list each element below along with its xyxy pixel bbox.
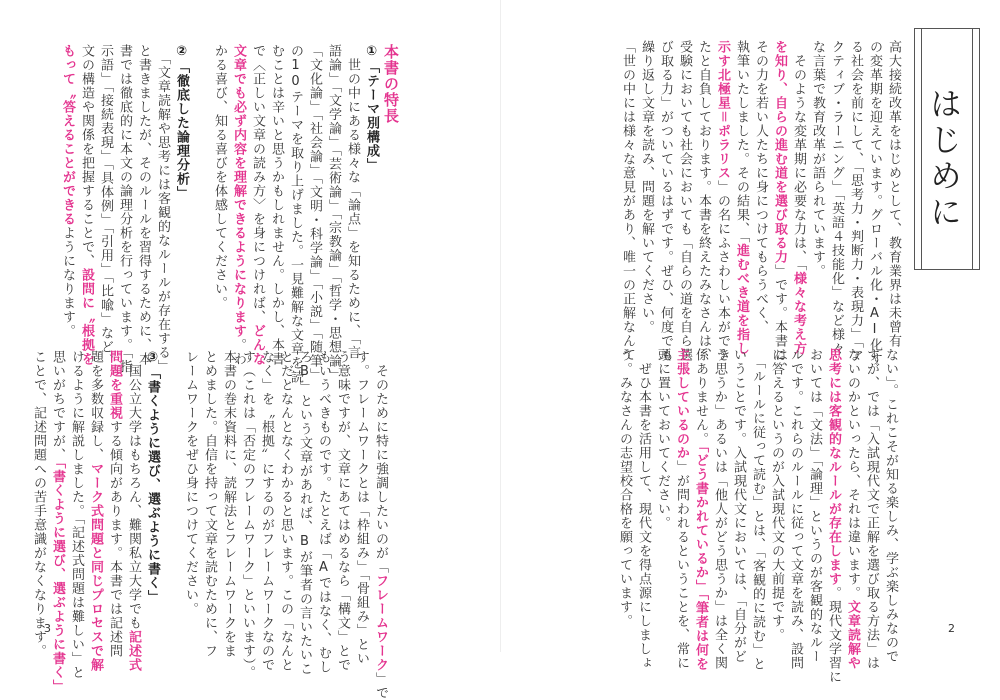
intro2-line-4: 思考には客観的なルールが存在します。現代文学習に (826, 348, 841, 684)
intro2-line-11: 係ありません。「どう書かれているか」「筆者は何を (693, 348, 708, 671)
item2-line-6: もって〝答えることができるようになります。 (60, 44, 75, 338)
page-number-right: 2 (948, 622, 955, 635)
framework-line-11: レームワークをぜひ身につけてください。 (183, 350, 198, 616)
intro2-line-8: 「ルールに従って読む」とは、「客観的に読む」と (750, 348, 765, 671)
framework-line-5: ろB」という文章があれば、Bが筆者の言いたいこ (297, 350, 312, 676)
spread-gutter (500, 0, 501, 652)
item2-line-3: 書では徹底的に本文の論理分析を行っています。「指 (117, 44, 132, 374)
item3-line-4: けるように解説しました。「記述式問題は難しい」と (69, 350, 84, 680)
intro2-line-1: ない」。これこそが知る楽しみ、学ぶ楽しみなので (883, 348, 898, 664)
item2-line-2: と書きましたが、そのルールを習得するために、本 (136, 44, 151, 366)
framework-line-7: なく」を〝根拠〟にするのがフレームワークなので (259, 350, 274, 672)
item3-line-6: ことで、記述問題への苦手意識がなくなります。 (31, 350, 46, 658)
framework-line-3: う意味ですが、文章にあてはめるなら「構文」とで (335, 350, 350, 672)
intro2-line-15: う。みなさんの志望校合格を願っています。 (617, 348, 632, 628)
intro2-line-10: う思うか」あるいは「他人がどう思うか」は全く関 (712, 348, 727, 670)
framework-line-1: そのために特に強調したいのが「フレームワーク」で (373, 350, 388, 700)
framework-line-9: 本書の巻末資料に、読解法とフレームワークをま (221, 350, 236, 658)
intro-line-10: 示す北極星＝ポラリス」の名にふさわしい本ができ (715, 40, 730, 362)
intro-line-6: そのような変革期に必要な力は、「様々な考え方 (791, 40, 806, 356)
intro2-line-5: おいては「文法」「論理」というのが客観的なルー (807, 348, 822, 664)
page-title: はじめに (925, 87, 963, 231)
item2-line-5: 文の構造や関係を把握することで、設問に〝根拠を (79, 44, 94, 366)
intro2-line-3: ないのかといったら、それは違います。文章読解や (845, 348, 860, 670)
item1-line-3: 「文化論」「社会論」「文明・科学論」「小説」「随筆」 (307, 44, 322, 382)
intro2-line-12: 主張しているのか」が問われるということを、常に (674, 348, 689, 670)
intro-line-16: 「世の中には様々な意見があり、唯一の正解なんて (620, 40, 635, 362)
framework-line-6: とだとなんとなくわかると思います。この「なんと (278, 350, 293, 672)
item1-line-7: 文章でも必ず内容を理解できるようになります。わ (231, 44, 246, 366)
intro-line-13: び取る力」がついているはずです。ぜひ、何度でも (658, 40, 673, 362)
item2-line-4: 示語」「接続表現」「具体例」「引用」「比喩」など、 (98, 44, 113, 368)
intro-line-5: な言葉で教育改革が語られています。 (810, 40, 825, 278)
item3-line-3: 題を多数収録し、マーク式問題と同じプロセスで解 (88, 350, 103, 672)
framework-line-4: もいうべきものです。たとえば「Aではなく、むし (316, 350, 331, 674)
intro-line-2: の変革期を迎えています。グローバル化・AI化す (867, 40, 882, 366)
features-upper-block (40, 44, 400, 384)
section-heading: 本書の特長 (382, 44, 400, 124)
intro2-line-14: ぜひ本書を活用して、現代文を得点源にしましょ (636, 348, 651, 670)
intro-line-3: る社会を前にして、「思考力・判断力・表現力」「ア (848, 40, 863, 363)
spacer-2 (162, 350, 181, 620)
title-box (914, 28, 980, 270)
item1-line-8: かる喜び、知る喜びを体感してください。 (212, 44, 227, 310)
item2-title: ②「徹底した論理分析」 (174, 44, 189, 200)
item3-title: ③「書くように選び、選ぶように書く」 (145, 350, 160, 604)
features-lower-block (31, 350, 390, 700)
title-rule-right (972, 29, 973, 269)
framework-line-10: とめました。自信を持って文章を読むために、フ (202, 350, 217, 658)
intro-line-7: を知り、自らの進む道を選び取る力」です。本書は、 (772, 40, 787, 376)
intro-line-4: クティブ・ラーニング」「英語４技能化」など様々 (829, 40, 844, 356)
intro-lower-block (600, 348, 900, 684)
intro-line-8: その力を若い人たちに身につけてもらうべく、 (753, 40, 768, 334)
item3-line-5: 思いがちですが、「書くように選び、選ぶように書く」 (50, 350, 65, 694)
intro-upper-block (578, 40, 903, 376)
intro-line-11: たと自負しております。本書を終えたみなさんは、 (696, 40, 711, 362)
intro2-line-13: 頭に置いておいてください。 (655, 348, 670, 530)
intro-line-1: 高大接続改革をはじめとして、教育業界は未曾有 (886, 40, 901, 348)
item3-line-2: 問題を重視する傾向があります。本書では記述問 (107, 350, 122, 658)
item3-line-1: 国公立大学はもちろん、難関私立大学でも記述式 (126, 350, 141, 672)
item1-line-2: 語論」「文学論」「芸術論」「宗教論」「哲学・思想論」 (326, 44, 341, 382)
intro2-line-9: いうことです。入試現代文においては、「自分がど (731, 348, 746, 664)
intro-line-12: 受験においても社会においても「自らの道を自ら選 (677, 40, 692, 362)
item1-line-4: の10テーマを取り上げました。一見難解な文章を読 (288, 44, 303, 384)
item2-line-1: 「文章読解や思考には客観的なルールが存在する」 (155, 44, 170, 374)
intro-line-9: 執筆いたしました。その結果、「進むべき道を指し (734, 40, 749, 356)
framework-line-8: す（これは「否定のフレームワーク」といいます）。 (240, 350, 255, 680)
intro2-line-6: ルです。これらのルールに従って文章を読み、設問 (788, 348, 803, 670)
intro2-line-7: に答えるというのが入試現代文の大前提です。 (769, 348, 784, 642)
page-number-left: 3 (44, 622, 51, 635)
intro-line-14: 繰り返し文章を読み、問題を解いてください。 (639, 40, 654, 334)
item1-line-6: で〈正しい文章の読み方〉を身につければ、どんな (250, 44, 265, 366)
spacer (191, 44, 210, 344)
item1-line-1: 世の中にある様々な「論点」を知るために、「言 (345, 44, 360, 360)
intro2-line-2: すが、では「入試現代文で正解を選び取る方法」は (864, 348, 879, 670)
item1-line-5: むことは辛いと思うかもしれません。しかし、本書 (269, 44, 284, 366)
item1-title: ①「テーマ別構成」 (364, 44, 379, 172)
framework-line-2: す。フレームワークとは「枠組み」「骨組み」とい (354, 350, 369, 666)
